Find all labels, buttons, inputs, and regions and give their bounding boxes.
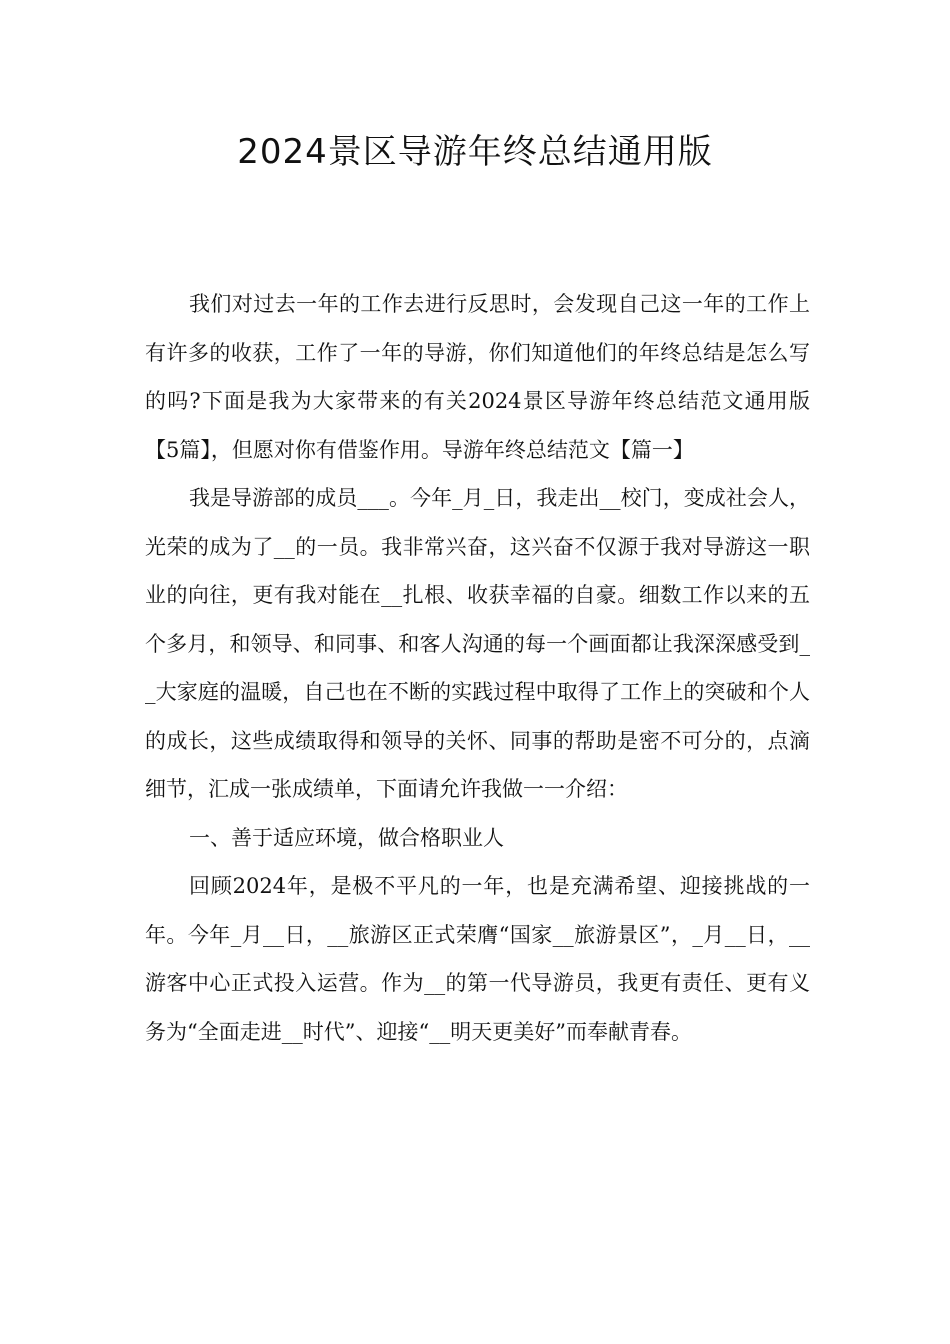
body-paragraph-1: 我是导游部的成员___。今年_月_日，我走出__校门，变成社会人，光荣的成为了__的一员。我非常兴奋，这兴奋不仅源于我对导游这一职业的向往，更有我对能在__扎根、收获幸福的自豪。细数工作以来的五个多月，和领导、和同事、和客人沟通的每一个画面都让我深深感受到__大家庭的温暖，自己也在不断的实践过程中取得了工作上的突破和个人的成长，这些成绩取得和领导的关怀、同事的帮助是密不可分的，点滴细节，汇成一张成绩单，下面请允许我做一一介绍：: [145, 486, 810, 801]
document-title: 2024景区导游年终总结通用版: [237, 132, 713, 172]
section-heading: 一、善于适应环境，做合格职业人: [189, 825, 504, 850]
intro-paragraph: 我们对过去一年的工作去进行反思时，会发现自己这一年的工作上有许多的收获，工作了一年的导游，你们知道他们的年终总结是怎么写的吗?下面是我为大家带来的有关2024景区导游年终总结范文通用版【5篇】，但愿对你有借鉴作用。导游年终总结范文【篇一】: [145, 292, 810, 462]
body-paragraph-2: 回顾2024年，是极不平凡的一年，也是充满希望、迎接挑战的一年。今年_月__日，__旅游区正式荣膺“国家__旅游景区”，_月__日，__游客中心正式投入运营。作为__的第一代导游员，我更有责任、更有义务为“全面走进__时代”、迎接“__明天更美好”而奉献青春。: [145, 874, 810, 1044]
document-body: [145, 280, 810, 1056]
